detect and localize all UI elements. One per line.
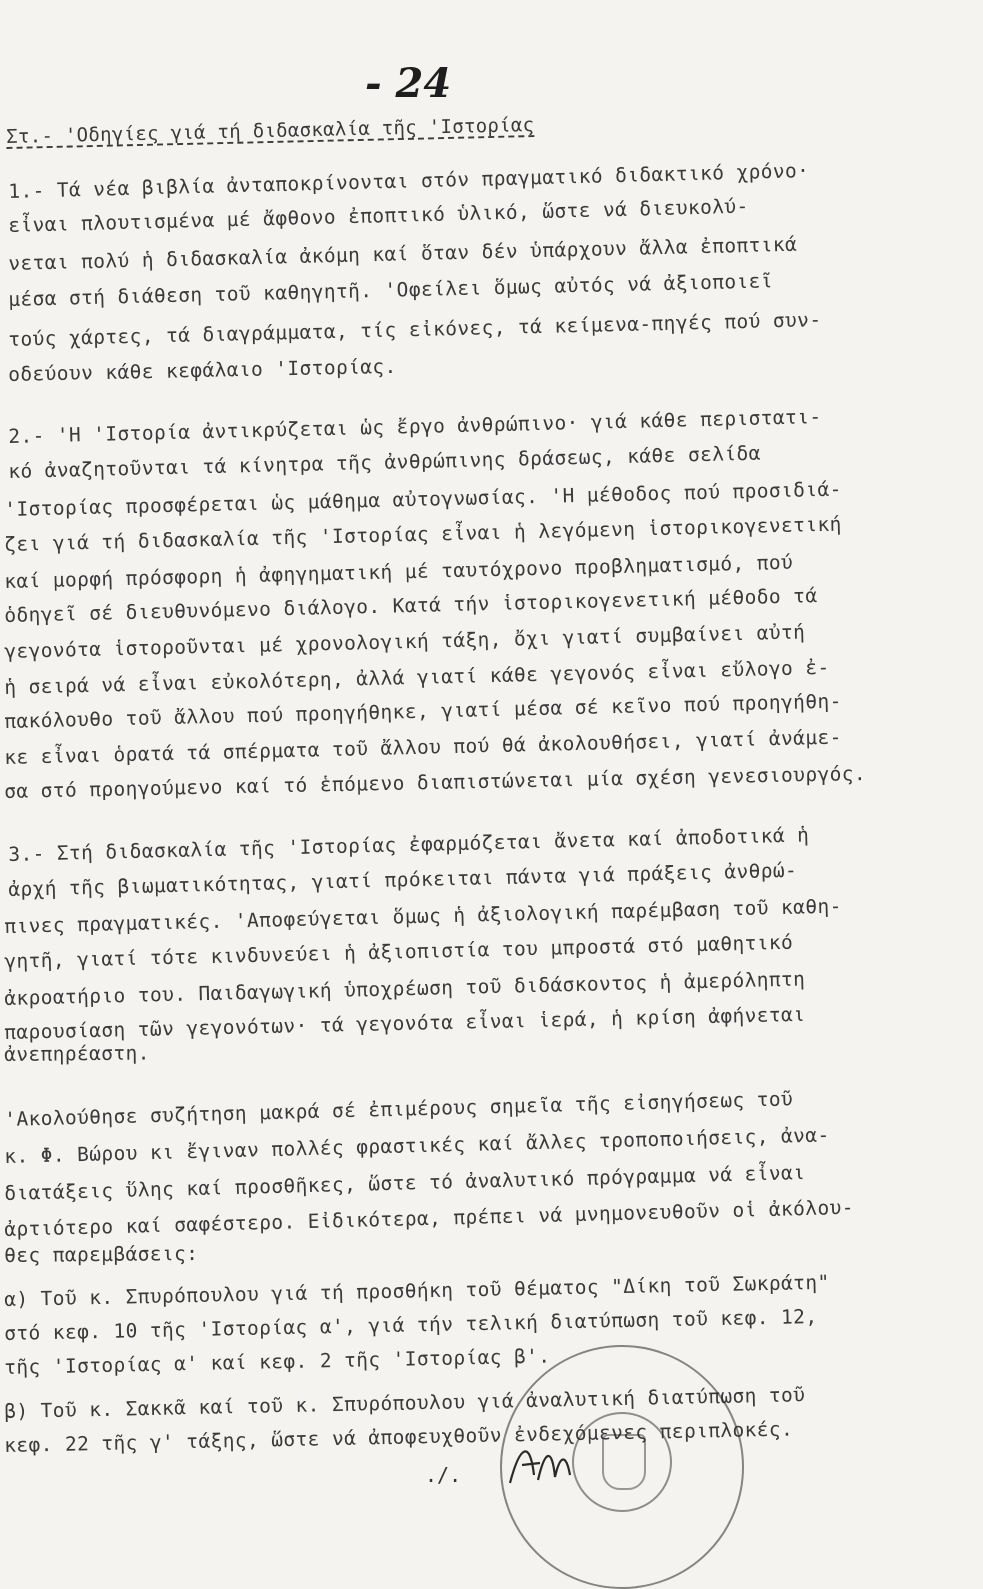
text-line: ἀρτιότερο καί σαφέστερο. Εἰδικότερα, πρέπει νά μνημονευθοῦν οἱ ἀκόλου-: [4, 1195, 855, 1241]
text-line: θες παρεμβάσεις:: [4, 1241, 199, 1267]
text-line: 2.- 'Η 'Ιστορία ἀντικρύζεται ὡς ἔργο ἀνθρώπινο· γιά κάθε περιστατι-: [8, 405, 822, 448]
text-line: σα στό προηγούμενο καί τό ἑπόμενο διαπιστώνεται μία σχέση γενεσιουργός.: [4, 761, 867, 803]
section-heading: Στ.- 'Οδηγίες γιά τή διδασκαλία τῆς 'Ιστορίας: [6, 114, 535, 148]
text-line: β) Τοῦ κ. Σακκᾶ καί τοῦ κ. Σπυρόπουλου γιά ἀναλυτική διατύπωση τοῦ: [4, 1383, 806, 1423]
text-line: νεται πολύ ἡ διδασκαλία ἀκόμη καί ὅταν δέν ὑπάρχουν ἄλλα ἐποπτικά: [8, 232, 798, 275]
text-line: κό ἀναζητοῦνται τά κίνητρα τῆς ἀνθρώπινης δράσεως, κάθε σελίδα: [8, 441, 762, 483]
text-line: παρουσίαση τῶν γεγονότων· τά γεγονότα εἶναι ἱερά, ἡ κρίση ἀφήνεται: [4, 1002, 806, 1044]
text-line: α) Τοῦ κ. Σπυρόπουλου γιά τή προσθήκη τοῦ θέματος "Δίκη τοῦ Σωκράτη": [4, 1270, 830, 1311]
text-line: πακόλουθο τοῦ ἄλλου πού προηγήθηκε, γιατί μέσα σέ κεῖνο πού προηγήθη-: [4, 689, 842, 733]
text-line: γητῆ, γιατί τότε κινδυνεύει ἡ ἀξιοπιστία του μπροστά στό μαθητικό: [4, 930, 794, 973]
text-line: 1.- Τά νέα βιβλία ἀνταποκρίνονται στόν πραγματικό διδακτικό χρόνο·: [8, 159, 810, 203]
coat-of-arms-icon: [602, 1434, 646, 1490]
continuation-mark: ./.: [425, 1463, 462, 1487]
text-line: τούς χάρτες, τά διαγράμματα, τίς εἰκόνες, τά κείμενα-πηγές πού συν-: [8, 308, 822, 351]
handwritten-signature: [500, 1435, 590, 1495]
text-line: 3.- Στή διδασκαλία τῆς 'Ιστορίας ἐφαρμόζεται ἄνετα καί ἀποδοτικά ἡ: [8, 823, 810, 866]
text-line: γεγονότα ἱστοροῦνται μέ χρονολογική τάξη, ὄχι γιατί συμβαίνει αὐτή: [4, 620, 806, 663]
text-line: εἶναι πλουτισμένα μέ ἄφθονο ἐποπτικό ὑλικό, ὥστε νά διευκολύ-: [8, 194, 749, 237]
text-line: ἀρχή τῆς βιωματικότητας, γιατί πρόκειται πάντα γιά πράξεις ἀνθρώ-: [8, 858, 798, 901]
text-line: ἀκροατήριο του. Παιδαγωγική ὑποχρέωση τοῦ διδάσκοντος ἡ ἀμερόληπτη: [4, 967, 806, 1010]
text-line: καί μορφή πρόσφορη ἡ ἀφηγηματική μέ ταυτόχρονο προβληματισμό, πού: [4, 550, 794, 593]
text-line: ἡ σειρά νά εἶναι εὐκολότερη, ἀλλά γιατί κάθε γεγονός εἶναι εὔλογο ἐ-: [4, 655, 830, 699]
text-line: στό κεφ. 10 τῆς 'Ιστορίας α', γιά τήν τελική διατύπωση τοῦ κεφ. 12,: [4, 1304, 818, 1345]
text-line: μέσα στή διάθεση τοῦ καθηγητῆ. 'Οφείλει ὅμως αὐτός νά ἀξιοποιεῖ: [8, 269, 774, 311]
text-line: ζει γιά τή διδασκαλία τῆς 'Ιστορίας εἶναι ἡ λεγόμενη ἱστορικογενετική: [4, 512, 842, 556]
text-line: οδεύουν κάθε κεφάλαιο 'Ιστορίας.: [8, 354, 397, 386]
text-line: κεφ. 22 τῆς γ' τάξης, ὥστε νά ἀποφευχθοῦν ἐνδεχόμενες περιπλοκές.: [4, 1417, 794, 1457]
text-line: κ. Φ. Βώρου κι ἔγιναν πολλές φραστικές καί ἄλλες τροποποιήσεις, ἀνα-: [4, 1123, 830, 1168]
text-line: 'Ακολούθησε συζήτηση μακρά σέ ἐπιμέρους σημεῖα τῆς εἰσηγήσεως τοῦ: [4, 1087, 794, 1131]
text-line: κε εἶναι ὁρατά τά σπέρματα τοῦ ἄλλου πού θά ἀκολουθήσει, γιατί ἀνάμε-: [4, 725, 842, 769]
text-line: ὁδηγεῖ σέ διευθυνόμενο διάλογο. Κατά τήν ἱστορικογενετική μέθοδο τά: [4, 584, 818, 627]
text-line: πινες πραγματικές. 'Αποφεύγεται ὅμως ἡ ἀξιολογική παρέμβαση τοῦ καθη-: [4, 894, 842, 938]
text-line: τῆς 'Ιστορίας α' καί κεφ. 2 τῆς 'Ιστορίας β'.: [4, 1344, 551, 1379]
text-line: 'Ιστορίας προσφέρεται ὡς μάθημα αὐτογνωσίας. 'Η μέθοδος πού προσιδιά-: [4, 477, 842, 521]
text-line: διατάξεις ὕλης καί προσθῆκες, ὥστε τό ἀναλυτικό πρόγραμμα νά εἶναι: [4, 1161, 806, 1205]
page-number: - 24: [365, 60, 452, 107]
text-line: ἀνεπηρέαστη.: [4, 1041, 150, 1066]
